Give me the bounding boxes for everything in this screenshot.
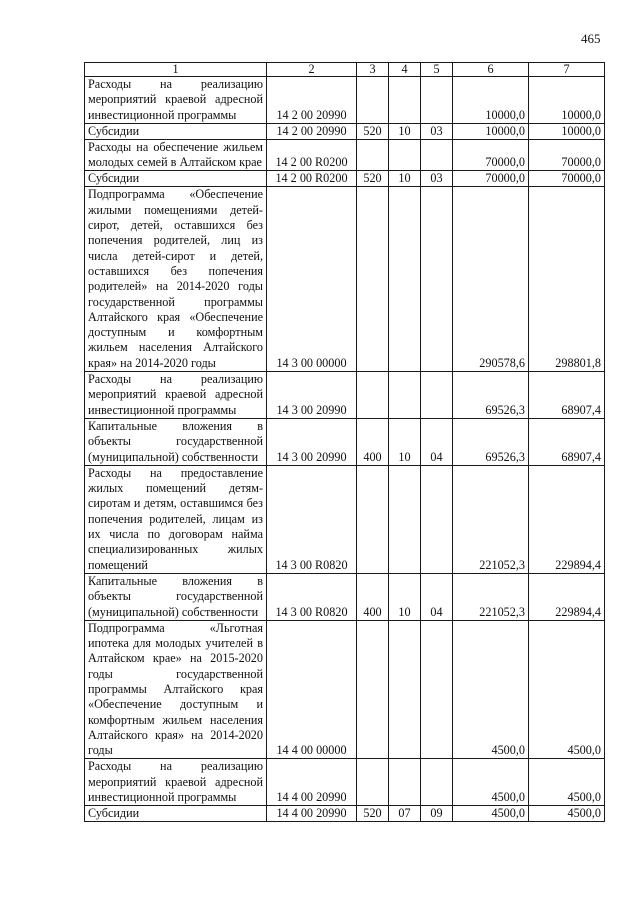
table-row <box>85 620 605 759</box>
amount-col6: 4500,0 <box>453 759 529 806</box>
section-code: 10 <box>389 123 421 139</box>
page-number: 465 <box>581 31 601 46</box>
amount-col7: 229894,4 <box>529 573 605 620</box>
section-code <box>389 372 421 419</box>
amount-col6: 4500,0 <box>453 806 529 822</box>
column-header: 5 <box>421 63 453 77</box>
expense-type-code: 400 <box>357 418 389 465</box>
section-code <box>389 465 421 573</box>
subsection-code <box>421 187 453 372</box>
subsection-code <box>421 77 453 124</box>
amount-col6: 221052,3 <box>453 573 529 620</box>
section-code <box>389 187 421 372</box>
expense-type-code: 400 <box>357 573 389 620</box>
amount-col6: 221052,3 <box>453 465 529 573</box>
column-header: 6 <box>453 63 529 77</box>
column-header: 7 <box>529 63 605 77</box>
table-row <box>85 759 605 806</box>
expense-type-code: 520 <box>357 123 389 139</box>
amount-col6: 70000,0 <box>453 171 529 187</box>
subsection-code <box>421 372 453 419</box>
target-article-code: 14 4 00 00000 <box>267 620 357 759</box>
target-article-code: 14 3 00 R0820 <box>267 573 357 620</box>
expense-type-code <box>357 465 389 573</box>
row-name: Субсидии <box>85 806 267 822</box>
target-article-code: 14 3 00 20990 <box>267 372 357 419</box>
amount-col7: 4500,0 <box>529 620 605 759</box>
expense-type-code <box>357 620 389 759</box>
target-article-code: 14 3 00 20990 <box>267 418 357 465</box>
section-code <box>389 759 421 806</box>
amount-col6: 290578,6 <box>453 187 529 372</box>
amount-col7: 298801,8 <box>529 187 605 372</box>
table-row <box>85 123 605 139</box>
section-code <box>389 139 421 171</box>
target-article-code: 14 4 00 20990 <box>267 759 357 806</box>
section-code: 10 <box>389 573 421 620</box>
row-name: Капитальные вложения в объекты государственной (муниципальной) собственности <box>85 573 267 620</box>
amount-col6: 10000,0 <box>453 77 529 124</box>
section-code: 10 <box>389 418 421 465</box>
target-article-code: 14 3 00 R0820 <box>267 465 357 573</box>
subsection-code <box>421 620 453 759</box>
amount-col7: 4500,0 <box>529 759 605 806</box>
table-row <box>85 806 605 822</box>
target-article-code: 14 2 00 20990 <box>267 123 357 139</box>
amount-col7: 10000,0 <box>529 77 605 124</box>
amount-col7: 4500,0 <box>529 806 605 822</box>
expense-type-code <box>357 372 389 419</box>
table-row <box>85 77 605 124</box>
amount-col7: 68907,4 <box>529 372 605 419</box>
row-name: Расходы на реализацию мероприятий краевой адресной инвестиционной программы <box>85 77 267 124</box>
amount-col7: 68907,4 <box>529 418 605 465</box>
expense-type-code: 520 <box>357 806 389 822</box>
subsection-code: 03 <box>421 171 453 187</box>
budget-table <box>84 62 605 822</box>
amount-col6: 10000,0 <box>453 123 529 139</box>
amount-col6: 70000,0 <box>453 139 529 171</box>
expense-type-code <box>357 759 389 806</box>
table-row <box>85 418 605 465</box>
row-name: Капитальные вложения в объекты государственной (муниципальной) собственности <box>85 418 267 465</box>
table-row <box>85 465 605 573</box>
section-code: 07 <box>389 806 421 822</box>
row-name: Субсидии <box>85 171 267 187</box>
expense-type-code <box>357 77 389 124</box>
column-header: 3 <box>357 63 389 77</box>
column-header: 4 <box>389 63 421 77</box>
amount-col7: 10000,0 <box>529 123 605 139</box>
column-header: 1 <box>85 63 267 77</box>
expense-type-code: 520 <box>357 171 389 187</box>
expense-type-code <box>357 187 389 372</box>
subsection-code <box>421 465 453 573</box>
section-code <box>389 77 421 124</box>
row-name: Расходы на обеспечение жильем молодых семей в Алтайском крае <box>85 139 267 171</box>
row-name: Подпрограмма «Обеспечение жилыми помещениями детей-сирот, детей, оставшихся без попечения родителей, лиц из числа детей-сирот и детей, оставшихся без попечения родителей» на 2014-2020 годы государственной программы Алтайского края «Обеспечение доступным и комфортным жильем населения Алтайского края» на 2014-2020 годы <box>85 187 267 372</box>
subsection-code: 04 <box>421 573 453 620</box>
row-name: Субсидии <box>85 123 267 139</box>
amount-col7: 70000,0 <box>529 171 605 187</box>
amount-col6: 69526,3 <box>453 372 529 419</box>
subsection-code <box>421 139 453 171</box>
target-article-code: 14 3 00 00000 <box>267 187 357 372</box>
table-row <box>85 372 605 419</box>
target-article-code: 14 2 00 20990 <box>267 77 357 124</box>
subsection-code: 09 <box>421 806 453 822</box>
amount-col6: 69526,3 <box>453 418 529 465</box>
subsection-code: 03 <box>421 123 453 139</box>
section-code: 10 <box>389 171 421 187</box>
section-code <box>389 620 421 759</box>
target-article-code: 14 4 00 20990 <box>267 806 357 822</box>
amount-col7: 70000,0 <box>529 139 605 171</box>
amount-col7: 229894,4 <box>529 465 605 573</box>
row-name: Расходы на реализацию мероприятий краевой адресной инвестиционной программы <box>85 372 267 419</box>
table-row <box>85 139 605 171</box>
column-header: 2 <box>267 63 357 77</box>
row-name: Подпрограмма «Льготная ипотека для молодых учителей в Алтайском крае» на 2015-2020 годы государственной программы Алтайского края «Обеспечение доступным и комфортным жильем населения Алтайского края» на 2014-2020 годы <box>85 620 267 759</box>
table-row <box>85 187 605 372</box>
row-name: Расходы на реализацию мероприятий краевой адресной инвестиционной программы <box>85 759 267 806</box>
table-row <box>85 573 605 620</box>
header-row <box>85 63 605 77</box>
subsection-code: 04 <box>421 418 453 465</box>
target-article-code: 14 2 00 R0200 <box>267 171 357 187</box>
amount-col6: 4500,0 <box>453 620 529 759</box>
subsection-code <box>421 759 453 806</box>
expense-type-code <box>357 139 389 171</box>
table-row <box>85 171 605 187</box>
row-name: Расходы на предоставление жилых помещений детям-сиротам и детям, оставшимся без попечения родителей, лицам из их числа по договорам найма специализированных жилых помещений <box>85 465 267 573</box>
target-article-code: 14 2 00 R0200 <box>267 139 357 171</box>
